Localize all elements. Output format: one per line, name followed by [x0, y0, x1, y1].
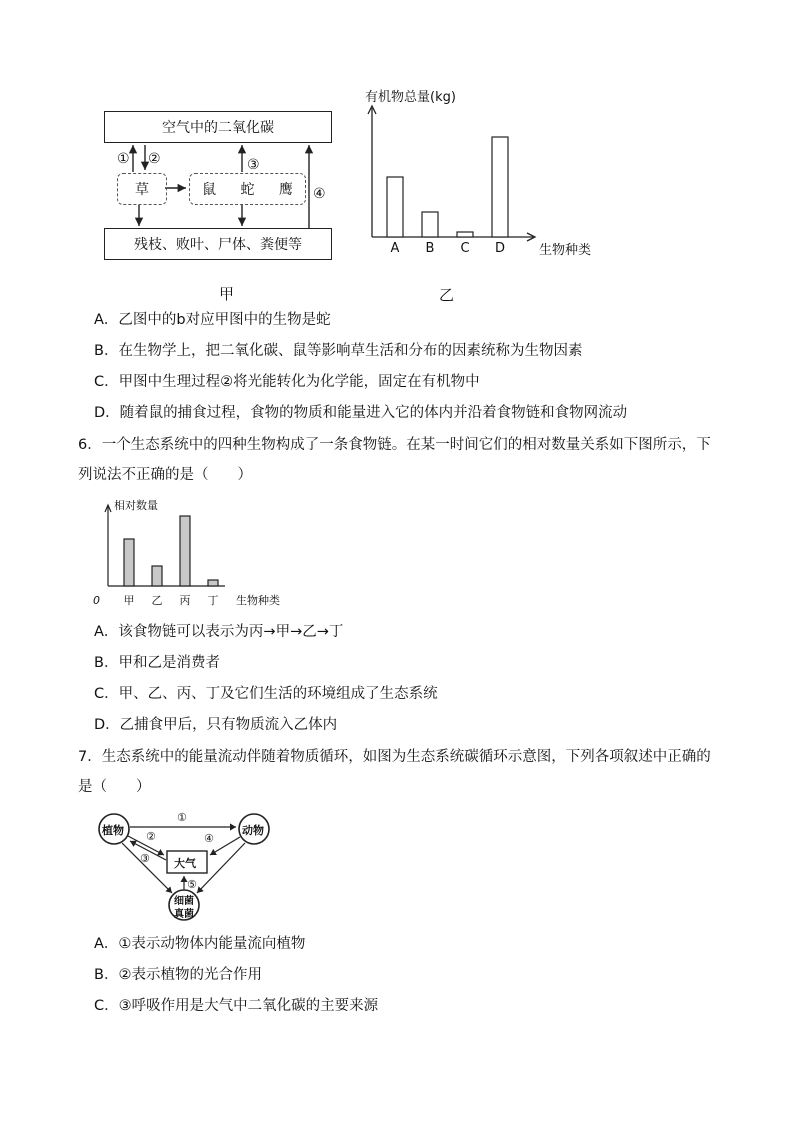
yi-tick-2: C [460, 241, 470, 256]
chart-q6 [90, 492, 300, 617]
consumers-box [189, 173, 306, 205]
yi-xlabel: 生物种类 [539, 243, 592, 258]
q5-option-b: B．在生物学上，把二氧化碳、鼠等影响草生活和分布的因素统称为生物因素 [94, 343, 583, 359]
marker-2: ② [148, 151, 161, 167]
q7-option-c: C．③呼吸作用是大气中二氧化碳的主要来源 [94, 998, 379, 1014]
marker-4: ④ [313, 186, 326, 202]
q6-option-c: C．甲、乙、丙、丁及它们生活的环境组成了生态系统 [94, 686, 438, 702]
node-plant-label: 植物 [102, 824, 124, 837]
q5-option-c: C．甲图中生理过程②将光能转化为化学能，固定在有机物中 [94, 374, 480, 390]
q6-option-b: B．甲和乙是消费者 [94, 655, 220, 671]
q6-tick-2: 丙 [179, 594, 191, 607]
air-co2-box: 空气中的二氧化碳 [104, 111, 332, 143]
yi-tick-0: A [390, 241, 400, 256]
node-decomposer-label-2: 真菌 [174, 909, 194, 920]
figure-yi [350, 80, 620, 305]
node-decomposer-label-1: 细菌 [174, 896, 194, 907]
figure-jia-caption: 甲 [219, 285, 235, 303]
consumer-mouse: 鼠 [202, 182, 217, 198]
q6-xlabel: 生物种类 [236, 594, 280, 607]
q6-bar-3 [208, 580, 218, 586]
cycle-marker-3: ③ [140, 852, 150, 865]
residue-box: 残枝、败叶、尸体、粪便等 [104, 228, 332, 260]
q7-stem-line1: 7．生态系统中的能量流动伴随着物质循环，如图为生态系统碳循环示意图，下列各项叙述中正确的 [78, 749, 711, 765]
q6-ylabel: 相对数量 [114, 499, 158, 512]
yi-tick-1: B [425, 241, 435, 256]
q6-tick-0: 甲 [123, 594, 135, 607]
cycle-marker-2: ② [146, 830, 156, 843]
q7-option-a: A．①表示动物体内能量流向植物 [94, 936, 306, 952]
q6-stem-line1: 6．一个生态系统中的四种生物构成了一条食物链。在某一时间它们的相对数量关系如下图所示，下 [78, 437, 711, 453]
q6-chart-wrap [90, 492, 300, 617]
yi-bar-2 [457, 232, 473, 237]
q6-tick-3: 丁 [207, 594, 219, 607]
yi-bar-0 [387, 177, 403, 237]
q6-option-d: D．乙捕食甲后，只有物质流入乙体内 [94, 717, 338, 733]
q5-option-a: A．乙图中的b对应甲图中的生物是蛇 [94, 312, 331, 328]
yi-ylabel: 有机物总量(kg) [365, 90, 456, 105]
marker-1: ① [117, 151, 130, 167]
producer-label: 草 [135, 182, 149, 198]
q6-bar-0 [124, 539, 134, 586]
q6-stem-line2: 列说法不正确的是（ ） [78, 467, 252, 483]
figure-jia [0, 0, 340, 303]
marker-3: ③ [247, 157, 260, 173]
node-air-label: 大气 [174, 857, 196, 870]
node-animal-label: 动物 [242, 824, 264, 837]
q5-option-d: D．随着鼠的捕食过程，食物的物质和能量进入它的体内并沿着食物链和食物网流动 [94, 405, 628, 421]
yi-bar-1 [422, 212, 438, 237]
producer-box [117, 173, 167, 205]
carbon-cycle-diagram [92, 808, 282, 926]
figure-yi-caption: 乙 [439, 286, 455, 304]
cycle-marker-4: ④ [204, 832, 214, 845]
chart-yi [350, 80, 620, 270]
consumer-snake: 蛇 [240, 182, 255, 198]
q6-option-a: A．该食物链可以表示为丙→甲→乙→丁 [94, 624, 344, 640]
consumer-hawk: 鹰 [278, 182, 293, 198]
q7-option-b: B．②表示植物的光合作用 [94, 967, 262, 983]
cycle-marker-1: ① [177, 811, 187, 824]
yi-tick-3: D [494, 241, 506, 256]
q6-bar-1 [152, 566, 162, 586]
yi-bar-3 [492, 137, 508, 237]
q6-bar-2 [180, 516, 190, 586]
q6-tick-1: 乙 [151, 594, 163, 607]
q6-origin: 0 [93, 594, 100, 607]
cycle-marker-5: ⑤ [187, 878, 197, 891]
q7-stem-line2: 是（ ） [78, 779, 151, 795]
